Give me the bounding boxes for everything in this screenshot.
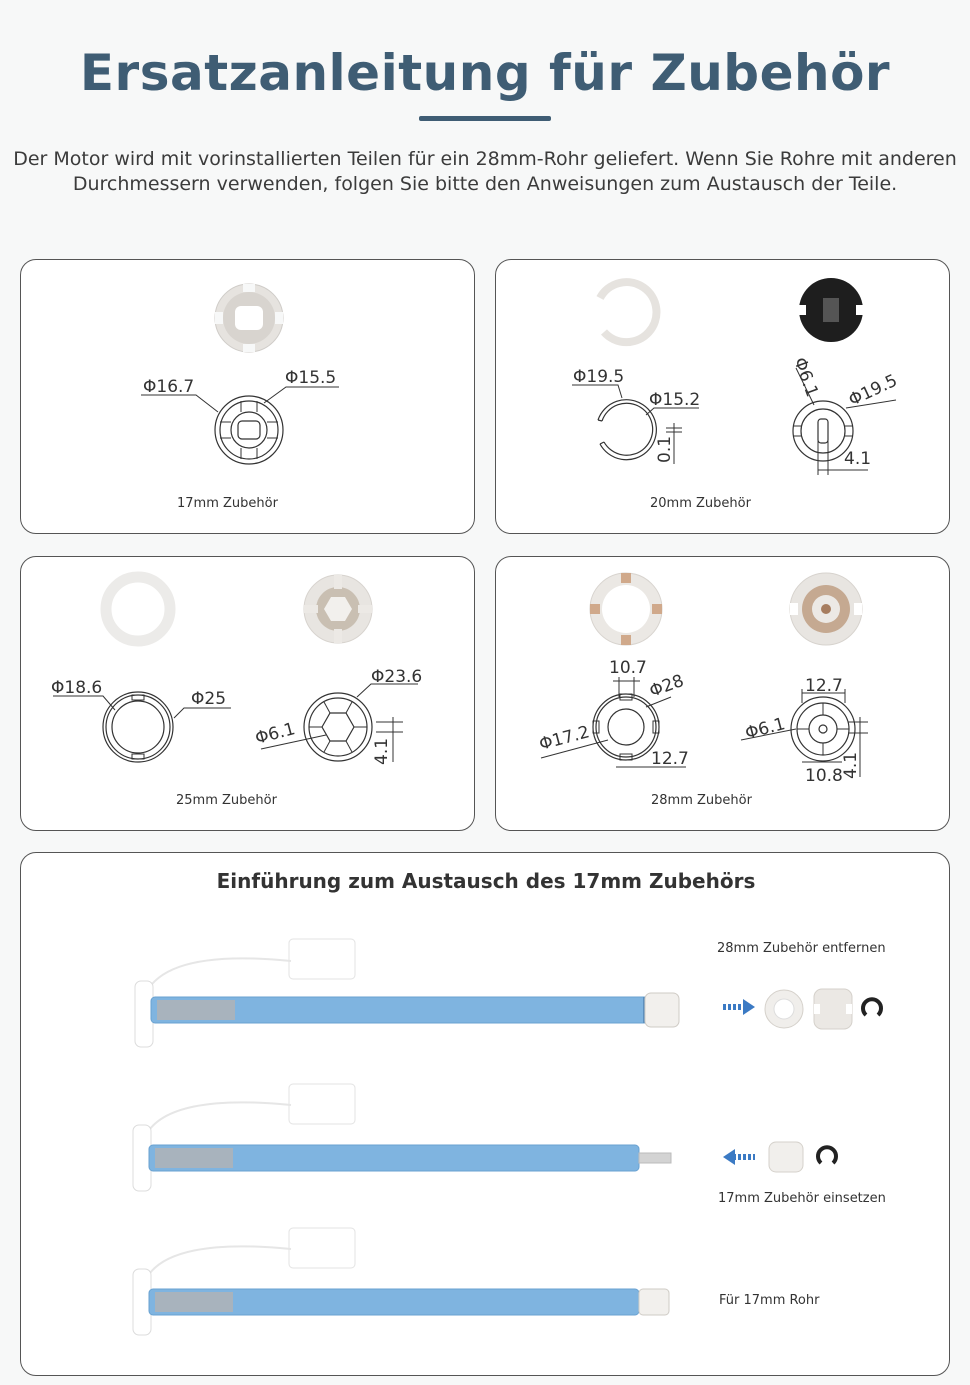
step-3-label: Für 17mm Rohr — [719, 1293, 820, 1308]
dim-25-4: Φ6.1 — [253, 719, 298, 749]
step-1-label: 28mm Zubehör entfernen — [717, 941, 886, 956]
part-20mm-ring-drawing — [598, 400, 656, 460]
part-17mm-drawing — [215, 396, 283, 464]
dim-25-5: 4.1 — [372, 737, 392, 765]
part-20mm-ring-photo — [600, 282, 656, 342]
panel-17mm-drawing — [21, 260, 476, 535]
panel-17mm — [20, 259, 475, 534]
part-25mm-adapter-drawing — [304, 693, 372, 761]
page-title: Ersatzanleitung für Zubehör — [79, 44, 891, 102]
caption-28mm: 28mm Zubehör — [651, 793, 752, 808]
dim-28-3: Φ17.2 — [537, 722, 592, 755]
title-underline — [419, 116, 551, 121]
panel-28mm-drawing — [496, 557, 951, 832]
caption-20mm: 20mm Zubehör — [650, 496, 751, 511]
panel-28mm — [495, 556, 950, 831]
adapter-17mm-icon — [769, 1142, 803, 1172]
part-28mm-adapter-photo — [790, 573, 862, 645]
intro-line-2: Durchmessern verwenden, folgen Sie bitte den Anweisungen zum Austausch der Teile. — [72, 173, 898, 195]
dim-25-3: Φ23.6 — [371, 667, 423, 687]
dim-28-5: 12.7 — [805, 676, 843, 696]
part-20mm-black-photo — [799, 278, 863, 342]
removed-ring-icon — [765, 990, 803, 1028]
dim-17-2: Φ15.5 — [285, 368, 337, 388]
intro-line-1: Der Motor wird mit vorinstallierten Teilen für ein 28mm-Rohr geliefert. Wenn Sie Rohre mit anderen — [13, 148, 957, 170]
dim-25-2: Φ25 — [191, 689, 227, 709]
caption-25mm: 25mm Zubehör — [176, 793, 277, 808]
dim-20-5: Φ19.5 — [845, 370, 901, 411]
part-25mm-adapter-photo — [304, 575, 372, 643]
panel-replacement-guide — [20, 852, 950, 1376]
part-28mm-ring-drawing — [593, 694, 659, 760]
removed-adapter-icon — [814, 989, 852, 1029]
panel-20mm — [495, 259, 950, 534]
e-clip-icon — [818, 1147, 836, 1163]
dim-28-2: Φ28 — [646, 670, 687, 702]
dim-28-7: 10.8 — [805, 766, 843, 786]
part-28mm-ring-photo — [590, 573, 662, 645]
dim-20-2: Φ15.2 — [649, 390, 701, 410]
dim-25-1: Φ18.6 — [51, 678, 103, 698]
part-25mm-ring-drawing — [103, 692, 173, 762]
dim-28-4: 12.7 — [651, 749, 689, 769]
dim-20-1: Φ19.5 — [573, 367, 625, 387]
dim-20-3: 0.1 — [655, 435, 675, 463]
panel-20mm-drawing — [496, 260, 951, 535]
motor-3 — [133, 1228, 669, 1335]
dim-17-1: Φ16.7 — [143, 377, 195, 397]
motor-1 — [135, 939, 679, 1047]
dim-20-4: Φ6.1 — [789, 354, 822, 400]
arrow-right-icon — [723, 999, 755, 1015]
dim-28-1: 10.7 — [609, 658, 647, 678]
step-2-label: 17mm Zubehör einsetzen — [718, 1191, 886, 1206]
panel-25mm — [20, 556, 475, 831]
panel-25mm-drawing — [21, 557, 476, 832]
arrow-left-icon — [723, 1149, 755, 1165]
part-17mm-photo — [215, 284, 283, 352]
intro-text — [0, 147, 970, 197]
part-25mm-ring-photo — [106, 577, 170, 641]
guide-title: Einführung zum Austausch des 17mm Zubehörs — [216, 869, 756, 893]
e-clip-icon — [863, 999, 881, 1015]
caption-17mm: 17mm Zubehör — [177, 496, 278, 511]
dim-20-6: 4.1 — [844, 449, 872, 469]
dim-28-6: Φ6.1 — [743, 714, 788, 744]
motor-2 — [133, 1084, 671, 1191]
dim-28-8: 4.1 — [841, 751, 861, 779]
part-28mm-adapter-drawing — [791, 697, 855, 761]
